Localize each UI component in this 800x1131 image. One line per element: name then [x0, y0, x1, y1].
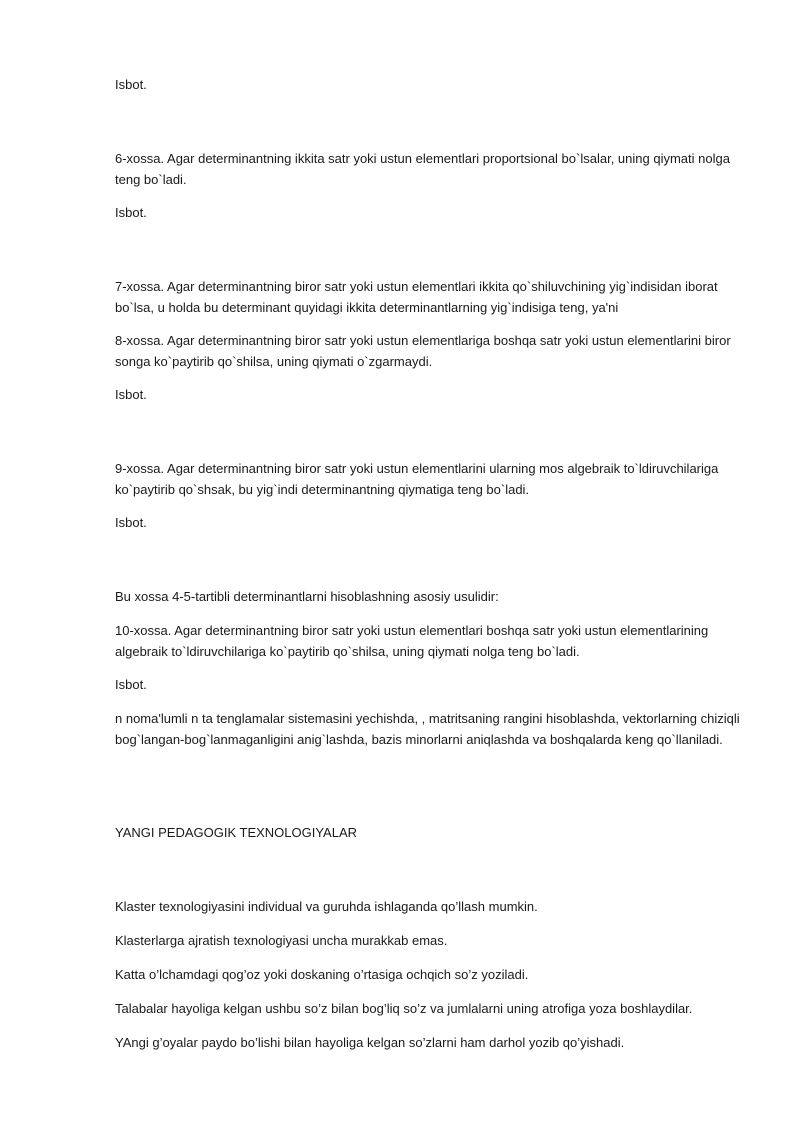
property-8-paragraph: 8-xossa. Agar determinantning biror satr yoki ustun elementlariga boshqa satr yoki ustun elementlarini biror songa ko`paytirib qo`shilsa, uning qiymati o`zgarmaydi. — [115, 333, 731, 369]
cluster-paragraph-4: Talabalar hayoliga kelgan ushbu so’z bilan bog’liq so’z va jumlalarni uning atrofiga yoza boshlaydilar. — [115, 1001, 693, 1016]
proof-label: Isbot. — [115, 77, 147, 92]
property-9-paragraph: 9-xossa. Agar determinantning biror satr yoki ustun elementlarini ularning mos algebraik to`ldiruvchilariga ko`paytirib qo`shsak, bu yig`indi determinantning qiymatiga teng bo`ladi. — [115, 461, 719, 497]
property-7-paragraph: 7-xossa. Agar determinantning biror satr yoki ustun elementlari ikkita qo`shiluvchining yig`indisidan iborat bo`lsa, u holda bu determinant quyidagi ikkita determinantlarning yig`indisiga teng, ya'ni — [115, 279, 718, 315]
proof-label: Isbot. — [115, 387, 147, 402]
cluster-paragraph-1: Klaster texnologiyasini individual va guruhda ishlaganda qo’llash mumkin. — [115, 899, 538, 914]
property-6-paragraph: 6-xossa. Agar determinantning ikkita satr yoki ustun elementlari proportsional bo`lsalar, uning qiymati nolga teng bo`ladi. — [115, 151, 730, 187]
section-heading: YANGI PEDAGOGIK TEXNOLOGIYALAR — [115, 825, 358, 840]
proof-label: Isbot. — [115, 677, 147, 692]
proof-label: Isbot. — [115, 515, 147, 530]
method-note-paragraph: Bu xossa 4-5-tartibli determinantlarni hisoblashning asosiy usulidir: — [115, 589, 499, 604]
proof-label: Isbot. — [115, 205, 147, 220]
cluster-paragraph-2: Klasterlarga ajratish texnologiyasi uncha murakkab emas. — [115, 933, 448, 948]
cluster-paragraph-3: Katta o’lchamdagi qog’oz yoki doskaning o’rtasiga ochqich so’z yoziladi. — [115, 967, 529, 982]
property-10-paragraph: 10-xossa. Agar determinantning biror satr yoki ustun elementlari boshqa satr yoki ustun elementlarining algebraik to`ldiruvchilariga ko`paytirib qo`shilsa, uning qiymati nolga teng bo`ladi. — [115, 623, 709, 659]
application-paragraph: n noma'lumli n ta tenglamalar sistemasini yechishda, , matritsaning rangini hisoblashda, vektorlarning chiziqli bog`langan-bog`lanmaganligini anig`lashda, bazis minorlarni aniqlashda va boshqalarda keng qo`llaniladi. — [115, 711, 740, 747]
cluster-paragraph-5: YAngi g’oyalar paydo bo’lishi bilan hayoliga kelgan so’zlarni ham darhol yozib qo’yishadi. — [115, 1035, 625, 1050]
